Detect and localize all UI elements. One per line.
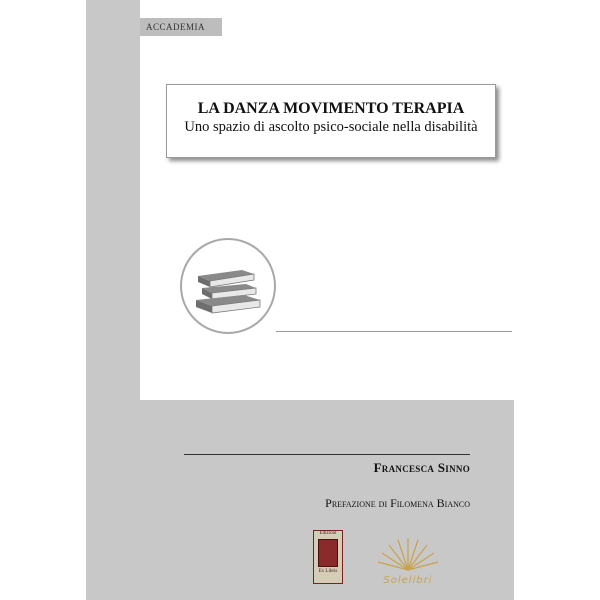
author-name: Francesca Sinno	[373, 460, 470, 475]
title-box	[166, 84, 496, 158]
author-rule	[184, 454, 470, 455]
book-title: LA DANZA MOVIMENTO TERAPIA	[197, 100, 465, 117]
books-icon	[192, 254, 266, 320]
book-subtitle: Uno spazio di ascolto psico-sociale nella disabilità	[184, 119, 478, 135]
exlibris-line1: Edizioni	[319, 531, 337, 536]
exlibris-line2: Ex Libris	[318, 569, 338, 574]
cover-white-panel	[140, 0, 514, 400]
preface-credit: Prefazione di Filomena Bianco	[325, 496, 470, 510]
books-emblem	[180, 238, 276, 334]
solelibri-logo-text: Solelibri	[383, 575, 433, 586]
series-label: ACCADEMIA	[140, 18, 222, 36]
exlibris-emblem-icon	[318, 539, 338, 567]
panel-divider	[276, 331, 512, 332]
exlibris-logo	[313, 530, 343, 584]
